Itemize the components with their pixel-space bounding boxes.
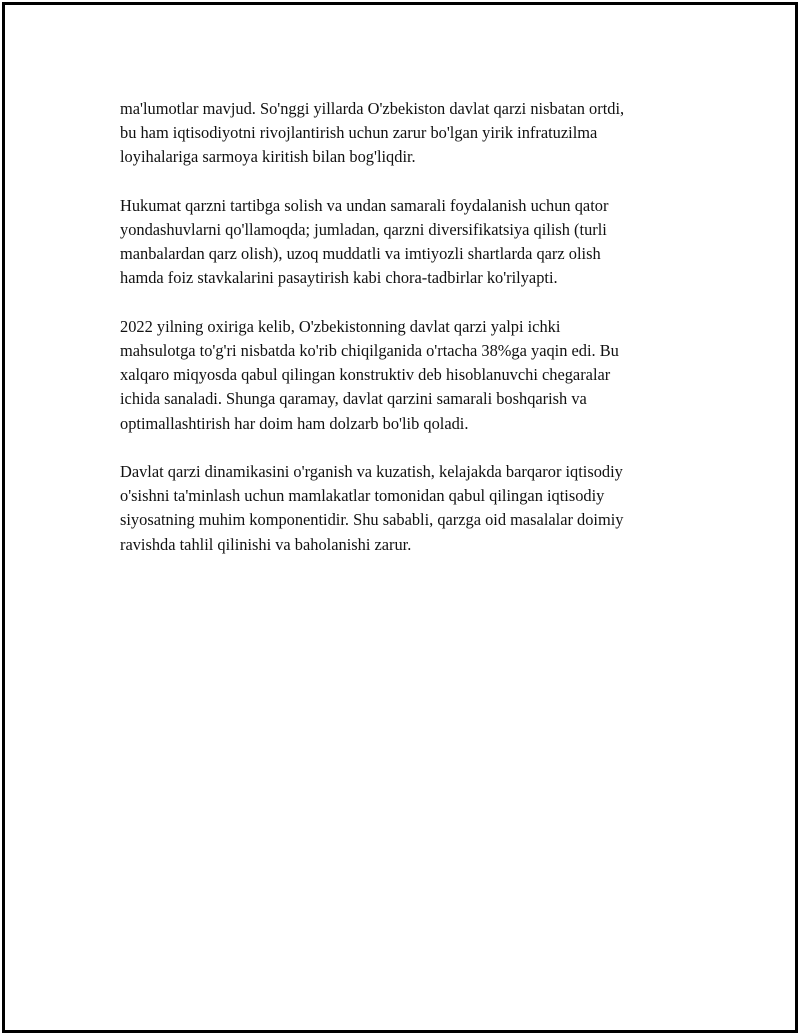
paragraph-2: Hukumat qarzni tartibga solish va undan samarali foydalanish uchun qator yondashuvlarni qo'llamoqda; jumladan, qarzni diversifikatsiya qilish (turli manbalardan qarz olish), uzoq muddatli va imtiyozli shartlarda qarz olish hamda foiz stavkalarini pasaytirish kabi chora-tadbirlar ko'rilyapti. (120, 195, 609, 288)
page-frame (2, 2, 798, 1033)
document-body (120, 97, 700, 581)
paragraph-1: ma'lumotlar mavjud. So'nggi yillarda O'zbekiston davlat qarzi nisbatan ortdi, bu ham iqtisodiyotni rivojlantirish uchun zarur bo'lgan yirik infratuzilma loyihalariga sarmoya kiritish bilan bog'liqdir. (120, 99, 625, 167)
paragraph-3: 2022 yilning oxiriga kelib, O'zbekistonning davlat qarzi yalpi ichki mahsulotga to'g'ri nisbatda ko'rib chiqilganida o'rtacha 38%ga yaqin edi. Bu xalqaro miqyosda qabul qilingan konstruktiv deb hisoblanuvchi chegaralar ichida sanaladi. Shunga qaramay, davlat qarzini samarali boshqarish va optimallashtirish har doim ham dolzarb bo'lib qoladi. (120, 316, 619, 433)
paragraph-4: Davlat qarzi dinamikasini o'rganish va kuzatish, kelajakda barqaror iqtisodiy o'sishni ta'minlash uchun mamlakatlar tomonidan qabul qilingan iqtisodiy siyosatning muhim komponentidir. Shu sababli, qarzga oid masalalar doimiy ravishda tahlil qilinishi va baholanishi zarur. (120, 462, 624, 554)
